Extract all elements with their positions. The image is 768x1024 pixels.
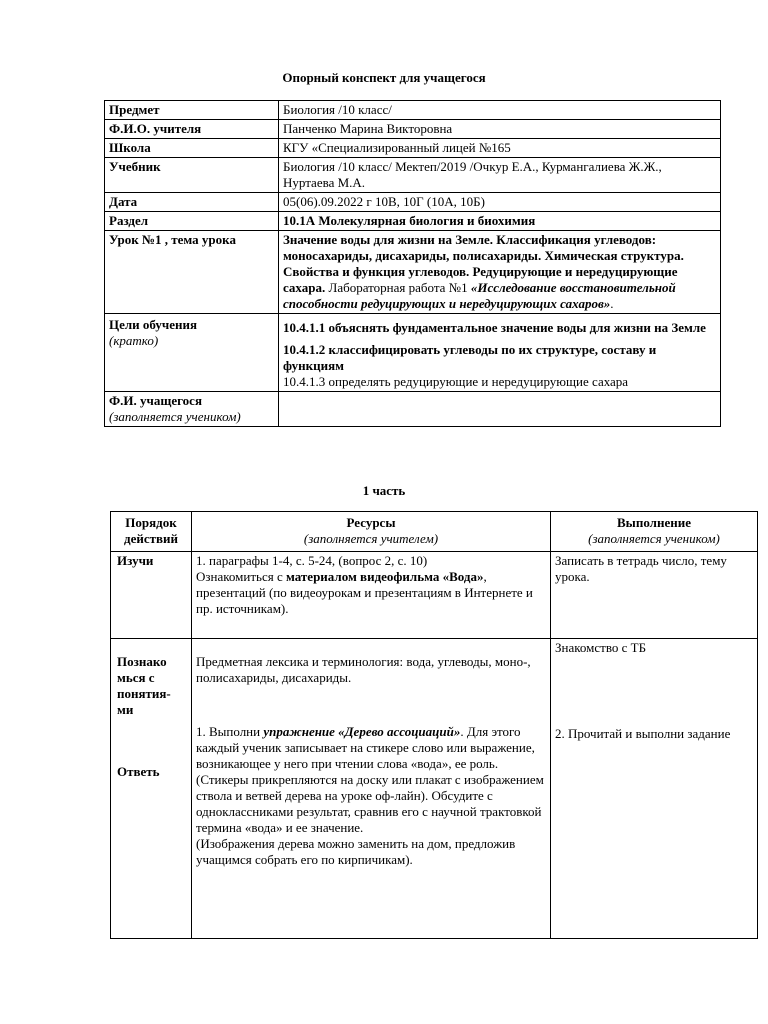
col-execution-label: Выполнение bbox=[617, 515, 691, 530]
lesson-info-table bbox=[104, 100, 721, 427]
col-resources-sub: (заполняется учителем) bbox=[303, 531, 439, 546]
date-value: 05(06).09.2022 г 10В, 10Г (10А, 10Б) bbox=[279, 193, 721, 212]
row2-res-exercise bbox=[196, 724, 546, 836]
lesson-label: Урок №1 , тема урока bbox=[105, 231, 279, 314]
page-title: Опорный конспект для учащегося bbox=[282, 70, 486, 85]
row2-res-terms: Предметная лексика и терминология: вода, углеводы, моно-, полисахариды, дисахариды. bbox=[196, 654, 531, 685]
goals-label-cell bbox=[105, 314, 279, 392]
row1-res-line2 bbox=[196, 569, 546, 585]
goal-2: 10.4.1.2 классифицировать углеводы по их структуре, составу и функциям bbox=[283, 342, 657, 373]
table-row bbox=[111, 639, 758, 939]
table-row bbox=[105, 193, 721, 212]
row1-res-line1: 1. параграфы 1-4, с. 5-24, (вопрос 2, с. 10) bbox=[196, 553, 428, 568]
table-row bbox=[105, 101, 721, 120]
table-row bbox=[105, 158, 721, 193]
goals-label: Цели обучения bbox=[109, 317, 198, 332]
textbook-value: Биология /10 класс/ Мектеп/2019 /Очкур Е.А., Курмангалиева Ж.Ж., Нуртаева М.А. bbox=[279, 158, 721, 193]
table-row bbox=[105, 212, 721, 231]
table-row bbox=[105, 139, 721, 158]
table-row bbox=[105, 120, 721, 139]
col-order-label: Порядок действий bbox=[124, 515, 178, 546]
table-header-row bbox=[111, 512, 758, 552]
school-label: Школа bbox=[105, 139, 279, 158]
teacher-value: Панченко Марина Викторовна bbox=[279, 120, 721, 139]
row2-exec-2: 2. Прочитай и выполни задание bbox=[555, 726, 731, 741]
row2-res-note: (Изображения дерева можно заменить на дом, предложив учащимся собрать его по кирпичикам). bbox=[196, 836, 516, 867]
lab-work-text: Лабораторная работа №1 bbox=[325, 280, 471, 295]
goal-3: 10.4.1.3 определять редуцирующие и нередуцирующие сахара bbox=[283, 374, 629, 389]
lesson-topic-cell bbox=[279, 231, 721, 314]
row1-res-line3: презентаций (по видеоурокам и презентациям в Интернете и пр. источникам). bbox=[196, 585, 533, 616]
col-execution-sub: (заполняется учеником) bbox=[588, 531, 720, 546]
date-label: Дата bbox=[105, 193, 279, 212]
table-row bbox=[105, 231, 721, 314]
teacher-label: Ф.И.О. учителя bbox=[105, 120, 279, 139]
row1-execution: Записать в тетрадь число, тему урока. bbox=[551, 552, 758, 639]
goal-1: 10.4.1.1 объяснять фундаментальное значение воды для жизни на Земле bbox=[283, 320, 706, 335]
lesson-topic: Значение воды для жизни на Земле. Классификация углеводов: моносахариды, дисахариды, полисахариды. Химическая структура. Свойства и функция углеводов. Редуцирующие и нередуцирующие сахара. bbox=[283, 232, 684, 295]
activities-table bbox=[110, 511, 758, 939]
row2-res-ex-post: . Для этого каждый ученик записывает на стикере слово или выражение, возникающее у него при чтении слова «вода», ее роль. (Стикеры прикрепляются на доску или плакат с изображением ствола и ветвей дерева на уроке оф-лайн). Обсудите с одноклассниками результат, сравнив его с научной трактовкой термина «вода» и ее значение. bbox=[196, 724, 544, 835]
row1-res-video: материалом видеофильма «Вода» bbox=[285, 569, 484, 584]
col-resources-header bbox=[192, 512, 551, 552]
row1-res-line2-pre: Ознакомиться с bbox=[196, 569, 286, 584]
student-label: Ф.И. учащегося bbox=[109, 393, 202, 408]
student-name-field[interactable] bbox=[279, 392, 721, 427]
part-title: 1 часть bbox=[362, 483, 406, 498]
subject-label: Предмет bbox=[105, 101, 279, 120]
lab-work-end: . bbox=[610, 296, 614, 311]
lab-work-title: «Исследование восстановительной способности редуцирующих и нередуцирующих сахаров» bbox=[283, 280, 676, 311]
table-row bbox=[105, 314, 721, 392]
section-value: 10.1А Молекулярная биология и биохимия bbox=[279, 212, 721, 231]
row1-action: Изучи bbox=[111, 552, 192, 639]
row2-action-2: Ответь bbox=[117, 764, 160, 779]
table-row bbox=[111, 552, 758, 639]
school-value: КГУ «Специализированный лицей №165 bbox=[279, 139, 721, 158]
table-row bbox=[105, 392, 721, 427]
goals-cell bbox=[279, 314, 721, 392]
row2-action-1: Познако мься с понятия-ми bbox=[117, 654, 171, 717]
row2-exec-1: Знакомство с ТБ bbox=[555, 640, 647, 655]
row2-execution bbox=[551, 639, 758, 939]
col-order-header bbox=[111, 512, 192, 552]
col-execution-header bbox=[551, 512, 758, 552]
student-sublabel: (заполняется учеником) bbox=[109, 409, 241, 424]
section-label: Раздел bbox=[105, 212, 279, 231]
row2-action bbox=[111, 639, 192, 939]
student-label-cell bbox=[105, 392, 279, 427]
col-resources-label: Ресурсы bbox=[346, 515, 396, 530]
goals-sublabel: (кратко) bbox=[109, 333, 159, 348]
row2-resources bbox=[192, 639, 551, 939]
row2-res-ex-bold: упражнение «Дерево ассоциаций» bbox=[263, 724, 461, 739]
row2-res-ex-pre: 1. Выполни bbox=[196, 724, 264, 739]
textbook-label: Учебник bbox=[105, 158, 279, 193]
row1-res-line2-post: , bbox=[483, 569, 487, 584]
row1-resources bbox=[192, 552, 551, 639]
subject-value: Биология /10 класс/ bbox=[279, 101, 721, 120]
